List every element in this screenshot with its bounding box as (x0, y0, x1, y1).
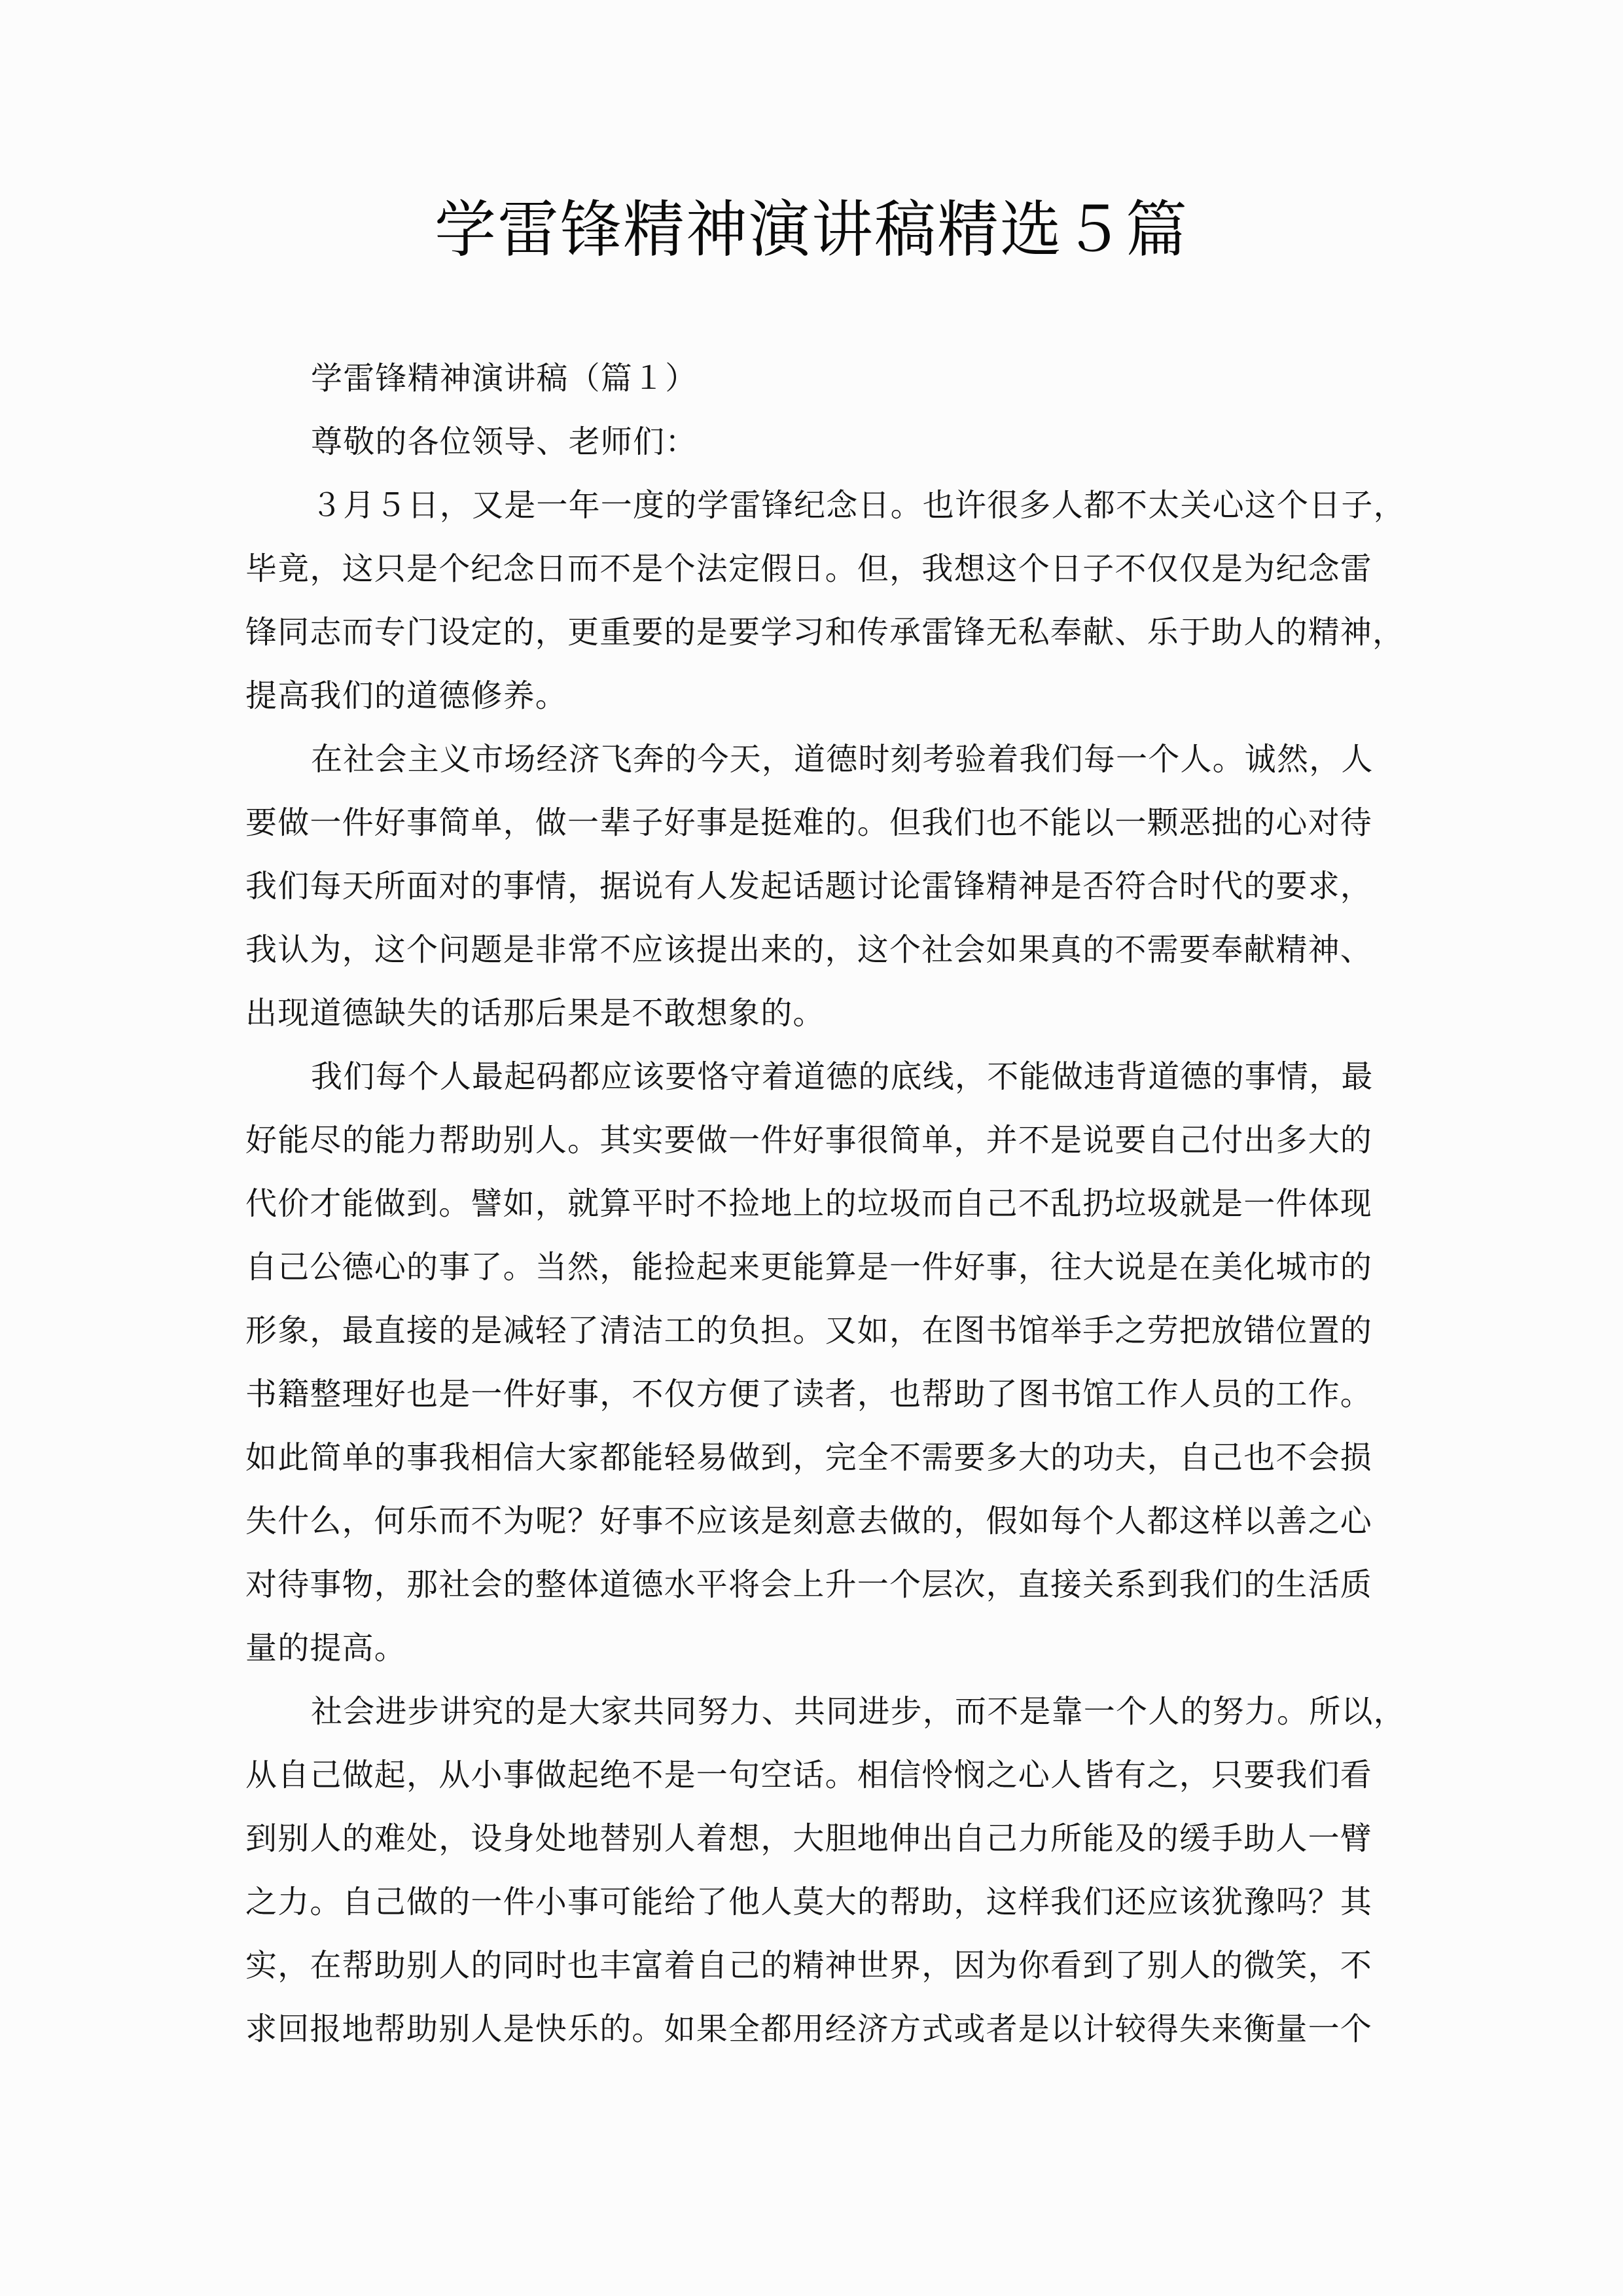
paragraph-line: 从自己做起，从小事做起绝不是一句空话。相信怜悯之心人皆有之，只要我们看 (245, 1757, 1373, 1793)
paragraph-line: 量的提高。 (245, 1630, 407, 1666)
paragraph-line: 形象，最直接的是减轻了清洁工的负担。又如，在图书馆举手之劳把放错位置的 (245, 1312, 1373, 1349)
paragraph-line: 社会进步讲究的是大家共同努力、共同进步，而不是靠一个人的努力。所以， (311, 1693, 1406, 1730)
paragraph-line: 对待事物，那社会的整体道德水平将会上升一个层次，直接关系到我们的生活质 (245, 1566, 1373, 1603)
paragraph-line: 失什么，何乐而不为呢？好事不应该是刻意去做的，假如每个人都这样以善之心 (245, 1503, 1373, 1539)
paragraph-line: 我们每个人最起码都应该要恪守着道德的底线，不能做违背道德的事情，最 (311, 1058, 1374, 1095)
paragraph-line: 锋同志而专门设定的，更重要的是要学习和传承雷锋无私奉献、乐于助人的精神， (245, 614, 1405, 651)
paragraph-4 (245, 1680, 1406, 2061)
paragraph-line: 要做一件好事简单，做一辈子好事是挺难的。但我们也不能以一颗恶拙的心对待 (245, 804, 1373, 841)
paragraph-line: 我们每天所面对的事情，据说有人发起话题讨论雷锋精神是否符合时代的要求， (245, 868, 1373, 905)
paragraph-3 (245, 1045, 1384, 1680)
paragraph-line: 提高我们的道德修养。 (245, 677, 568, 714)
document-body (245, 347, 1406, 2061)
document-title: 学雷锋精神演讲稿精选５篇 (434, 194, 1188, 266)
paragraph-line: 书籍整理好也是一件好事，不仅方便了读者，也帮助了图书馆工作人员的工作。 (245, 1376, 1373, 1412)
paragraph-line: 实，在帮助别人的同时也丰富着自己的精神世界，因为你看到了别人的微笑，不 (245, 1947, 1373, 1984)
paragraph-1 (245, 474, 1406, 728)
paragraph-line: 到别人的难处，设身处地替别人着想，大胆地伸出自己力所能及的缓手助人一臂 (245, 1820, 1373, 1857)
paragraph-line: 在社会主义市场经济飞奔的今天，道德时刻考验着我们每一个人。诚然，人 (311, 741, 1374, 778)
paragraph-2 (245, 728, 1384, 1045)
paragraph-line: 求回报地帮助别人是快乐的。如果全都用经济方式或者是以计较得失来衡量一个 (245, 2011, 1373, 2047)
paragraph-line: 之力。自己做的一件小事可能给了他人莫大的帮助，这样我们还应该犹豫吗？其 (245, 1884, 1373, 1920)
salutation: 尊敬的各位领导、老师们： (311, 423, 698, 460)
section-heading: 学雷锋精神演讲稿（篇１） (311, 360, 698, 397)
paragraph-line: ３月５日，又是一年一度的学雷锋纪念日。也许很多人都不太关心这个日子， (311, 487, 1406, 524)
paragraph-line: 出现道德缺失的话那后果是不敢想象的。 (245, 995, 825, 1031)
paragraph-line: 如此简单的事我相信大家都能轻易做到，完全不需要多大的功夫，自己也不会损 (245, 1439, 1373, 1476)
paragraph-line: 自己公德心的事了。当然，能捡起来更能算是一件好事，往大说是在美化城市的 (245, 1249, 1373, 1285)
paragraph-line: 我认为，这个问题是非常不应该提出来的，这个社会如果真的不需要奉献精神、 (245, 931, 1373, 968)
paragraph-line: 代价才能做到。譬如，就算平时不捡地上的垃圾而自己不乱扔垃圾就是一件体现 (245, 1185, 1373, 1222)
paragraph-line: 好能尽的能力帮助别人。其实要做一件好事很简单，并不是说要自己付出多大的 (245, 1122, 1373, 1158)
paragraph-line: 毕竟，这只是个纪念日而不是个法定假日。但，我想这个日子不仅仅是为纪念雷 (245, 550, 1373, 587)
